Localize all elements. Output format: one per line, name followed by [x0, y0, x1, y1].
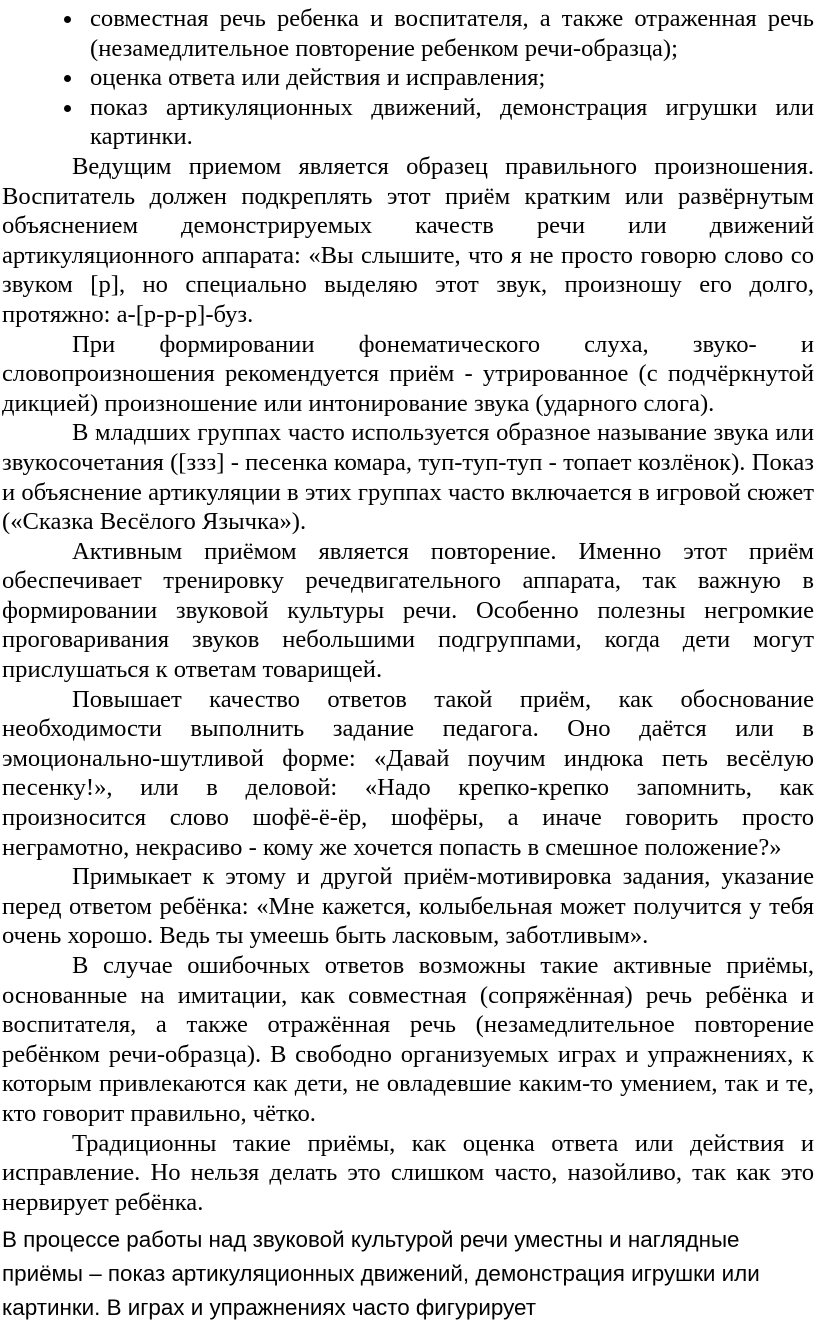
bullet-item: [2, 93, 814, 152]
bullet-text: показ артикуляционных движений, демонстрация игрушки или картинки.: [90, 93, 814, 151]
body-paragraph: При формировании фонематического слуха, звуко- и словопроизношения рекомендуется приём - утрированное (с подчёркнутой дикцией) произношение или интонирование звука (ударного слога).: [2, 330, 814, 417]
tail-paragraph: В процессе работы над звуковой культурой речи уместны и наглядные приёмы – показ артикуляционных движений, демонстрация игрушки или картинки. В играх и упражнениях часто фигурирует: [2, 1227, 760, 1321]
bullet-item: [2, 63, 814, 93]
body-paragraph: Активным приёмом является повторение. Именно этот приём обеспечивает тренировку речедвигательного аппарата, так важную в формировании звуковой культуры речи. Особенно полезны негромкие проговаривания звуков небольшими подгруппами, когда дети могут прислушаться к ответам товарищей.: [2, 537, 814, 684]
bullet-dot-icon: [64, 105, 71, 112]
bullet-dot-icon: [64, 75, 71, 82]
bullet-item: [2, 4, 814, 63]
body-paragraph: Традиционны такие приёмы, как оценка ответа или действия и исправление. Но нельзя делать это слишком часто, назойливо, так как это нервирует ребёнка.: [2, 1129, 814, 1216]
bullet-list: [2, 4, 814, 152]
bullet-dot-icon: [64, 16, 71, 23]
body-paragraph: Повышает качество ответов такой приём, как обоснование необходимости выполнить задание педагога. Оно даётся или в эмоционально-шутливой форме: «Давай поучим индюка петь весёлую песенку!», или в деловой: «Надо крепко-крепко запомнить, как произносится слово шофё-ё-ёр, шофёры, а иначе говорить просто неграмотно, некрасиво - кому же хочется попасть в смешное положение?»: [2, 685, 814, 861]
body-paragraph: Ведущим приемом является образец правильного произношения. Воспитатель должен подкреплять этот приём кратким или развёрнутым объяснением демонстрируемых качеств речи или движений артикуляционного аппарата: «Вы слышите, что я не просто говорю слово со звуком [р], но специально выделяю этот звук, произношу его долго, протяжно: а-[р-р-р]-буз.: [2, 152, 814, 328]
bullet-text: совместная речь ребенка и воспитателя, а также отраженная речь (незамедлительное повторение ребенком речи-образца);: [90, 5, 814, 62]
body-paragraph: В младших группах часто используется образное называние звука или звукосочетания ([ззз] - песенка комара, туп-туп-туп - топает козлёнок). Показ и объяснение артикуляции в этих группах часто включается в игровой сюжет («Сказка Весёлого Язычка»).: [2, 419, 814, 536]
body-paragraph: В случае ошибочных ответов возможны такие активные приёмы, основанные на имитации, как совместная (сопряжённая) речь ребёнка и воспитателя, а также отражённая речь (незамедлительное повторение ребёнком речи-образца). В свободно организуемых играх и упражнениях, к которым привлекаются как дети, не овладевшие каким-то умением, так и те, кто говорит правильно, чётко.: [2, 952, 814, 1127]
body-paragraph: Примыкает к этому и другой приём-мотивировка задания, указание перед ответом ребёнка: «Мне кажется, колыбельная может получится у тебя очень хорошо. Ведь ты умеешь быть ласковым, заботливым».: [2, 863, 814, 950]
bullet-text: оценка ответа или действия и исправления;: [90, 64, 546, 92]
